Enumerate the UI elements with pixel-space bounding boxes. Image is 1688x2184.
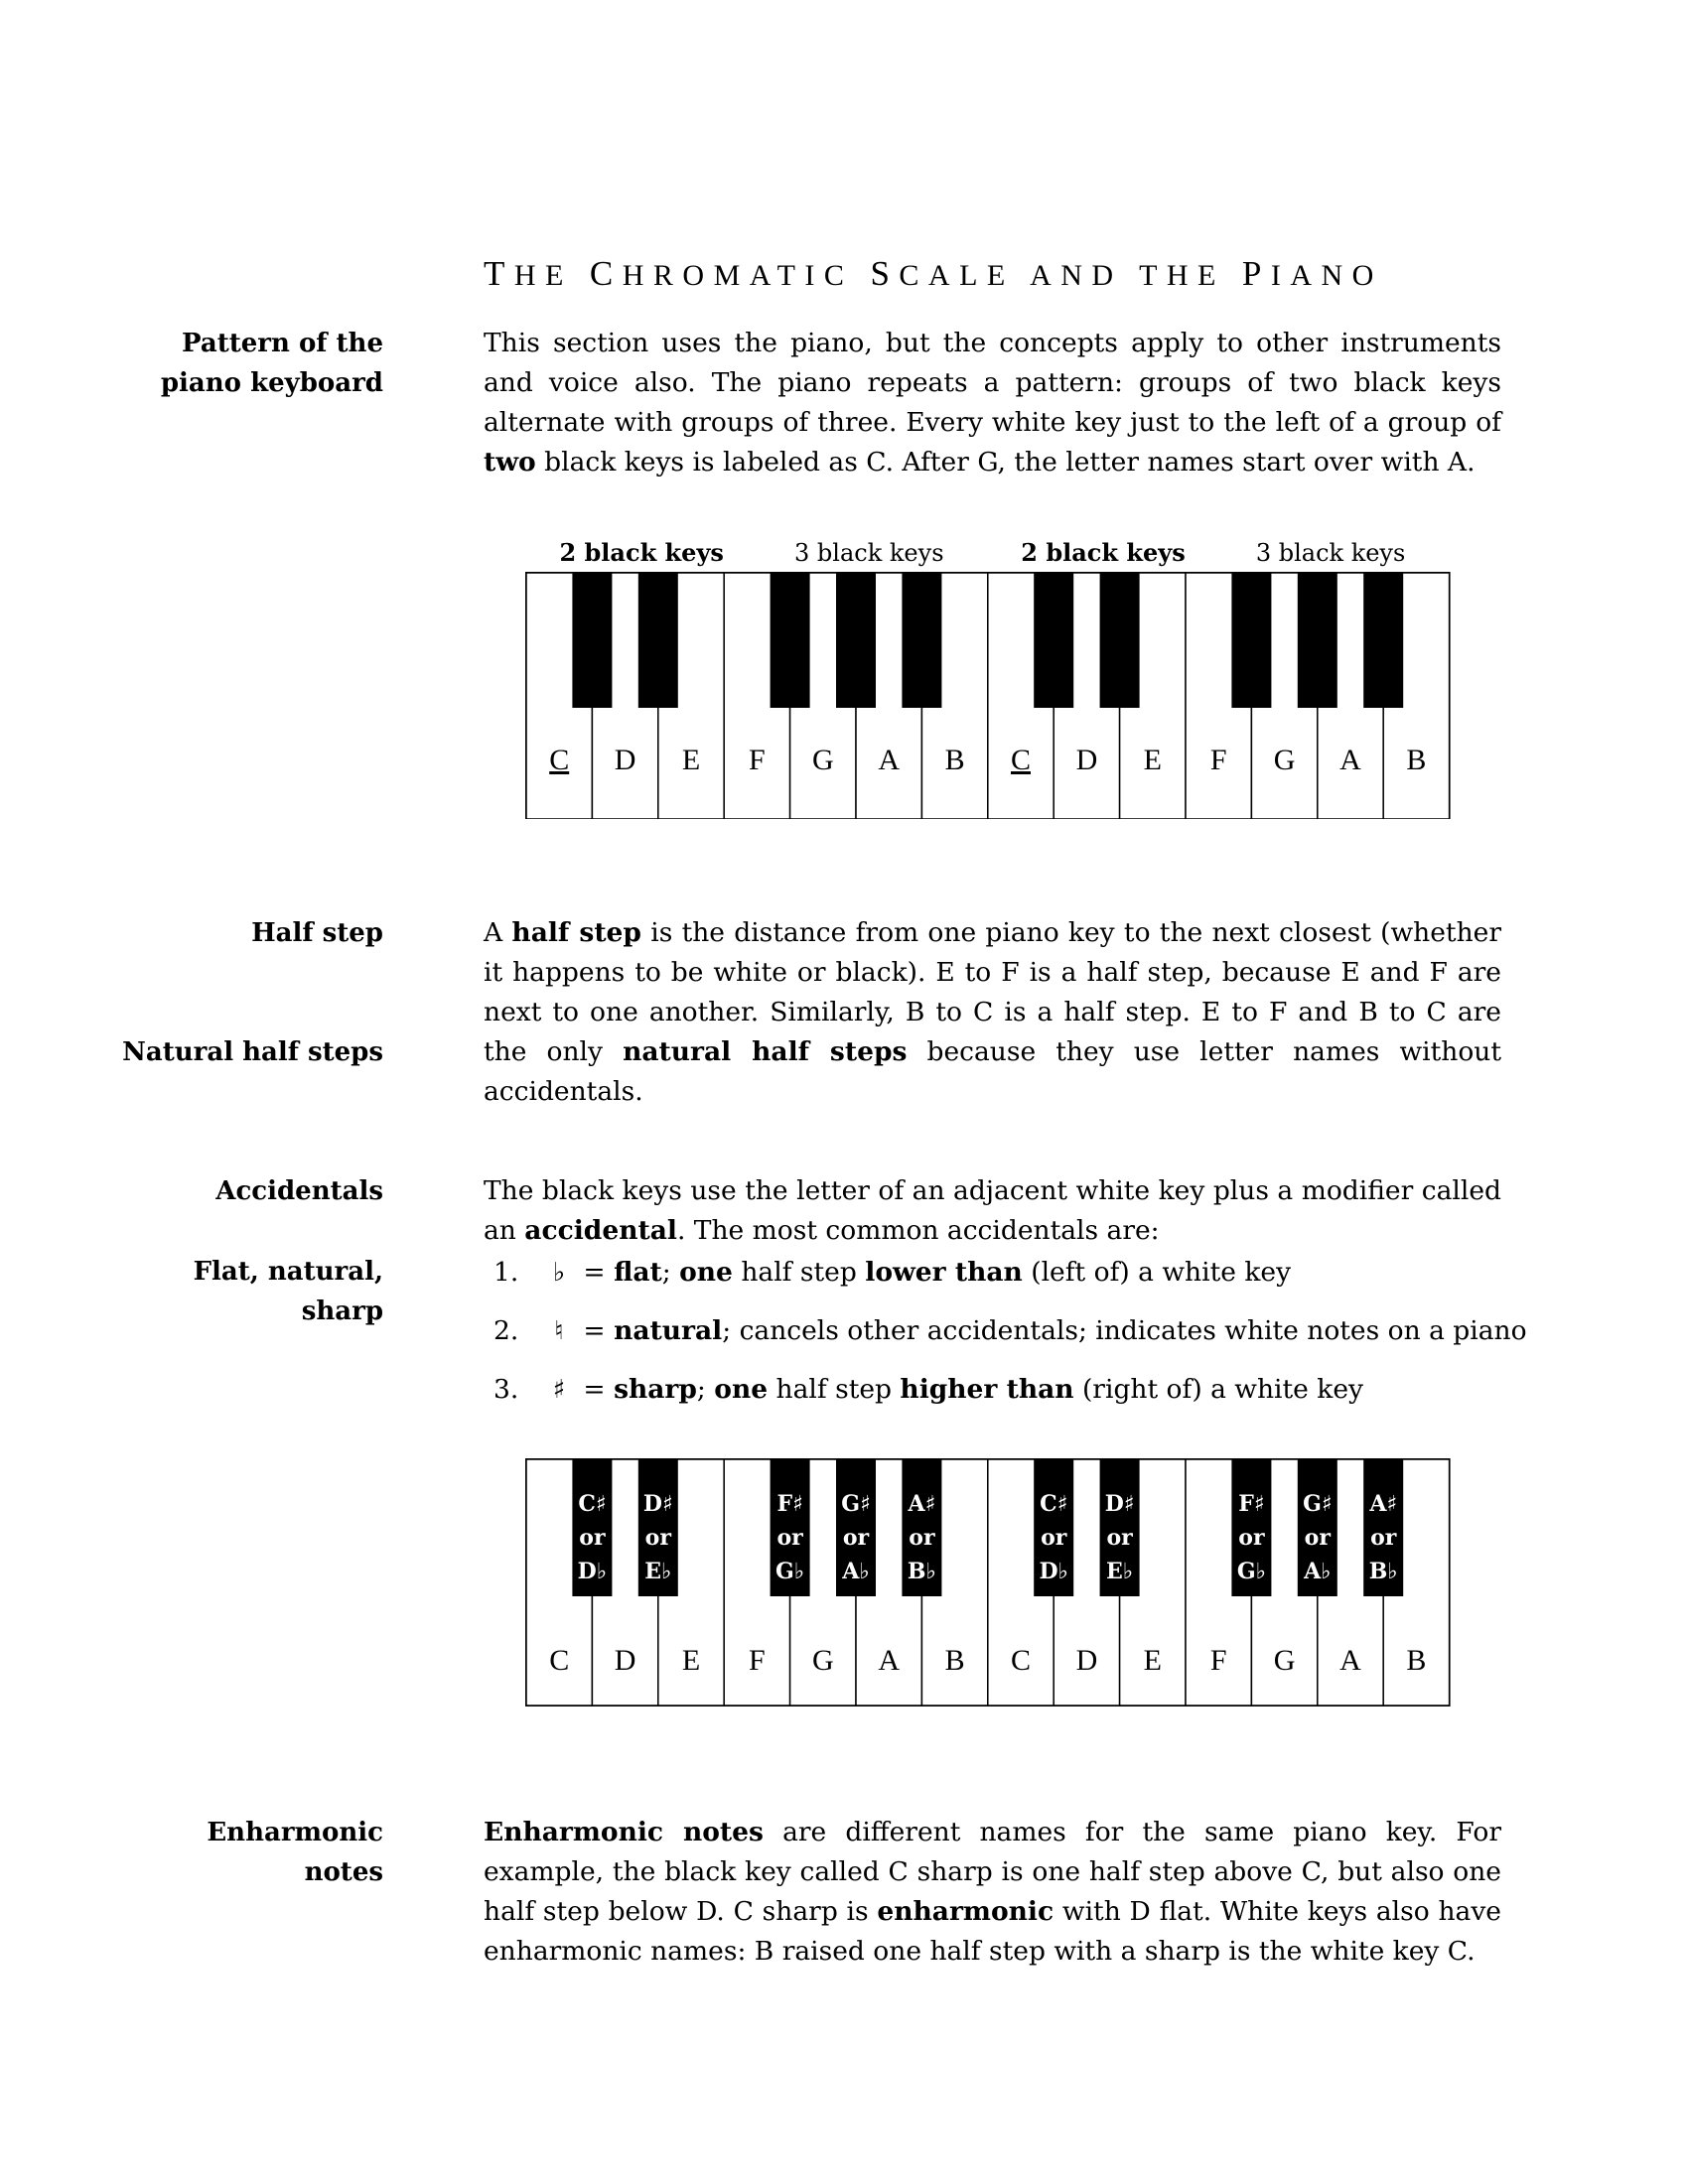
page-title [484, 254, 1526, 294]
bold-term: accidental [524, 1215, 677, 1246]
black-key-flat-label: A♭ [842, 1559, 870, 1584]
paragraph-half-step [484, 913, 1501, 1112]
white-key-label: F [749, 1644, 766, 1677]
black-key-flat-label: D♭ [577, 1559, 608, 1584]
side-label-natural-half-steps: Natural half steps [122, 1037, 383, 1067]
bold-term: one [714, 1374, 769, 1405]
accidental-symbol-icon: ♮ [554, 1316, 564, 1346]
side-label-line: Flat, natural, [193, 1257, 383, 1287]
white-key-label: E [1143, 1644, 1162, 1677]
black-key-group-label: 2 black keys [1021, 538, 1186, 567]
black-key-or-label: or [1304, 1525, 1331, 1551]
black-key-sharp-label: F♯ [1238, 1491, 1265, 1517]
text-run: half step [732, 1257, 866, 1288]
black-key-or-label: or [1106, 1525, 1133, 1551]
side-label-line: Enharmonic [207, 1818, 383, 1847]
white-key-label: D [1075, 744, 1098, 776]
title-word: THE [1139, 259, 1225, 292]
black-key-sharp-label: A♯ [908, 1491, 936, 1517]
bold-term: half step [511, 917, 641, 948]
paragraph-enharmonic [484, 1813, 1501, 1972]
black-key [1298, 573, 1337, 708]
side-label-line: piano keyboard [160, 368, 383, 398]
white-key-label: E [1143, 744, 1162, 776]
black-key-or-label: or [776, 1525, 803, 1551]
white-key-label: E [681, 744, 701, 776]
text-run: are different names for the same piano key. For example, the black key called C sharp is one half step above C, but also one half step below D. C sharp is [484, 1817, 1501, 1927]
bold-term: natural [614, 1315, 723, 1346]
bold-term: two [484, 447, 536, 478]
black-key-or-label: or [909, 1525, 935, 1551]
white-key-label: G [811, 1644, 834, 1677]
white-key-label: B [1406, 744, 1427, 776]
black-key-sharp-label: D♯ [642, 1491, 673, 1517]
black-key-group-label: 2 black keys [559, 538, 724, 567]
bold-term: one [679, 1257, 733, 1288]
black-key-sharp-label: G♯ [1303, 1491, 1333, 1517]
white-key-label: G [1273, 1644, 1296, 1677]
text-run: = [575, 1315, 615, 1346]
side-label-line: sharp [301, 1297, 383, 1326]
black-key-sharp-label: C♯ [1040, 1491, 1068, 1517]
black-key-flat-label: E♭ [1106, 1559, 1134, 1584]
text-run: ; cancels other accidentals; indicates white notes on a piano [722, 1315, 1527, 1346]
black-key-sharp-label: G♯ [841, 1491, 871, 1517]
text-run: half step [768, 1374, 901, 1405]
paragraph-accidentals [484, 1171, 1501, 1251]
white-key-label: B [944, 1644, 965, 1677]
text-run: ; [696, 1374, 715, 1405]
black-key-flat-label: B♭ [1368, 1559, 1398, 1584]
black-key [836, 573, 876, 708]
white-key-label: C [1010, 1644, 1032, 1677]
bold-term: higher than [900, 1374, 1074, 1405]
accidental-symbol-icon: ♯ [552, 1375, 566, 1405]
bold-term: natural half steps [623, 1036, 908, 1067]
text-run: is the distance from one piano key to the next closest (whether it happens to be white or black). E to F is a half step, because E and F are next to one another. Similarly, B to C is a half step. E to F and B to C are the only [484, 917, 1501, 1067]
text-run: because they use letter names without accidentals. [484, 1036, 1501, 1107]
text-run: = [575, 1374, 615, 1405]
white-key-label: F [1209, 744, 1227, 776]
white-key-label: D [1075, 1644, 1098, 1677]
title-word: CHROMATIC [589, 254, 854, 293]
accidental-symbol-icon: ♭ [552, 1258, 566, 1288]
list-item [493, 1253, 1291, 1293]
text-run: black keys is labeled as C. After G, the letter names start over with A. [535, 447, 1476, 478]
black-key [1100, 573, 1140, 708]
list-number: 2. [493, 1315, 519, 1346]
black-key-flat-label: B♭ [907, 1559, 936, 1584]
white-key-label: C [1010, 744, 1032, 776]
black-key-sharp-label: C♯ [578, 1491, 607, 1517]
keyboard-diagram-letter-names [525, 531, 1459, 819]
white-key-label: A [1339, 744, 1361, 776]
black-key-sharp-label: A♯ [1369, 1491, 1398, 1517]
black-key [771, 573, 810, 708]
white-key-label: E [681, 1644, 701, 1677]
white-key-label: A [1339, 1644, 1361, 1677]
title-word: PIANO [1241, 254, 1383, 293]
list-item [493, 1370, 1363, 1410]
black-key-flat-label: G♭ [1236, 1559, 1266, 1584]
list-number: 3. [493, 1374, 519, 1405]
title-word: SCALE [870, 254, 1015, 293]
black-key-flat-label: G♭ [775, 1559, 805, 1584]
text-run: = [575, 1257, 615, 1288]
list-number: 1. [493, 1257, 519, 1288]
side-label-flat-natural-sharp [85, 1252, 383, 1331]
text-run: The black keys use the letter of an adjacent white key plus a modifier called an [484, 1175, 1501, 1246]
text-run: with D flat. White keys also have enharmonic names: B raised one half step with a sharp is the white key C. [484, 1896, 1501, 1967]
white-key-label: B [1406, 1644, 1427, 1677]
white-key-label: C [549, 1644, 570, 1677]
side-label-half-step: Half step [251, 918, 383, 948]
bold-term: flat [614, 1257, 662, 1288]
black-key [1363, 573, 1403, 708]
black-key-flat-label: E♭ [644, 1559, 672, 1584]
white-key-label: B [944, 744, 965, 776]
bold-term: Enharmonic notes [484, 1817, 764, 1847]
white-key-label: A [878, 744, 901, 776]
side-label-accidentals: Accidentals [215, 1176, 383, 1206]
black-key [1231, 573, 1271, 708]
black-key-sharp-label: D♯ [1104, 1491, 1135, 1517]
black-key-or-label: or [579, 1525, 606, 1551]
text-run: . The most common accidentals are: [676, 1215, 1160, 1246]
keyboard-diagram-accidentals [525, 1457, 1459, 1715]
white-key-label: F [749, 744, 766, 776]
bold-term: sharp [614, 1374, 697, 1405]
text-run: This section uses the piano, but the concepts apply to other instruments and voice also. The piano repeats a pattern: groups of two black keys alternate with groups of three. Every white key just to the left of a group of [484, 328, 1501, 438]
white-key-label: C [549, 744, 570, 776]
black-key-or-label: or [1238, 1525, 1265, 1551]
text-run: A [484, 917, 512, 948]
black-key [572, 573, 612, 708]
white-key-label: D [614, 744, 636, 776]
black-key [638, 573, 678, 708]
side-label-pattern [85, 324, 383, 403]
black-key-or-label: or [644, 1525, 671, 1551]
white-key-label: G [1273, 744, 1296, 776]
black-key-group-label: 3 black keys [794, 539, 944, 567]
white-key-label: F [1209, 1644, 1227, 1677]
white-key-label: G [811, 744, 834, 776]
black-key [1034, 573, 1073, 708]
title-word: THE [484, 254, 573, 293]
list-item [493, 1311, 1527, 1351]
bold-term: lower than [865, 1257, 1023, 1288]
text-run: (right of) a white key [1073, 1374, 1363, 1405]
bold-term: enharmonic [877, 1896, 1055, 1927]
white-key-label: D [614, 1644, 636, 1677]
paragraph-pattern [484, 324, 1501, 482]
black-key-or-label: or [1370, 1525, 1397, 1551]
black-key-flat-label: D♭ [1039, 1559, 1068, 1584]
white-key-label: A [878, 1644, 901, 1677]
black-key-group-label: 3 black keys [1255, 539, 1406, 567]
black-key [902, 573, 941, 708]
text-run: ; [661, 1257, 680, 1288]
black-key-flat-label: A♭ [1304, 1559, 1332, 1584]
title-word: AND [1030, 259, 1123, 292]
text-run: (left of) a white key [1022, 1257, 1292, 1288]
black-key-sharp-label: F♯ [776, 1491, 803, 1517]
black-key-or-label: or [842, 1525, 870, 1551]
black-key-or-label: or [1041, 1525, 1067, 1551]
side-label-line: notes [304, 1857, 383, 1887]
side-label-line: Pattern of the [182, 329, 383, 358]
side-label-enharmonic [85, 1813, 383, 1892]
